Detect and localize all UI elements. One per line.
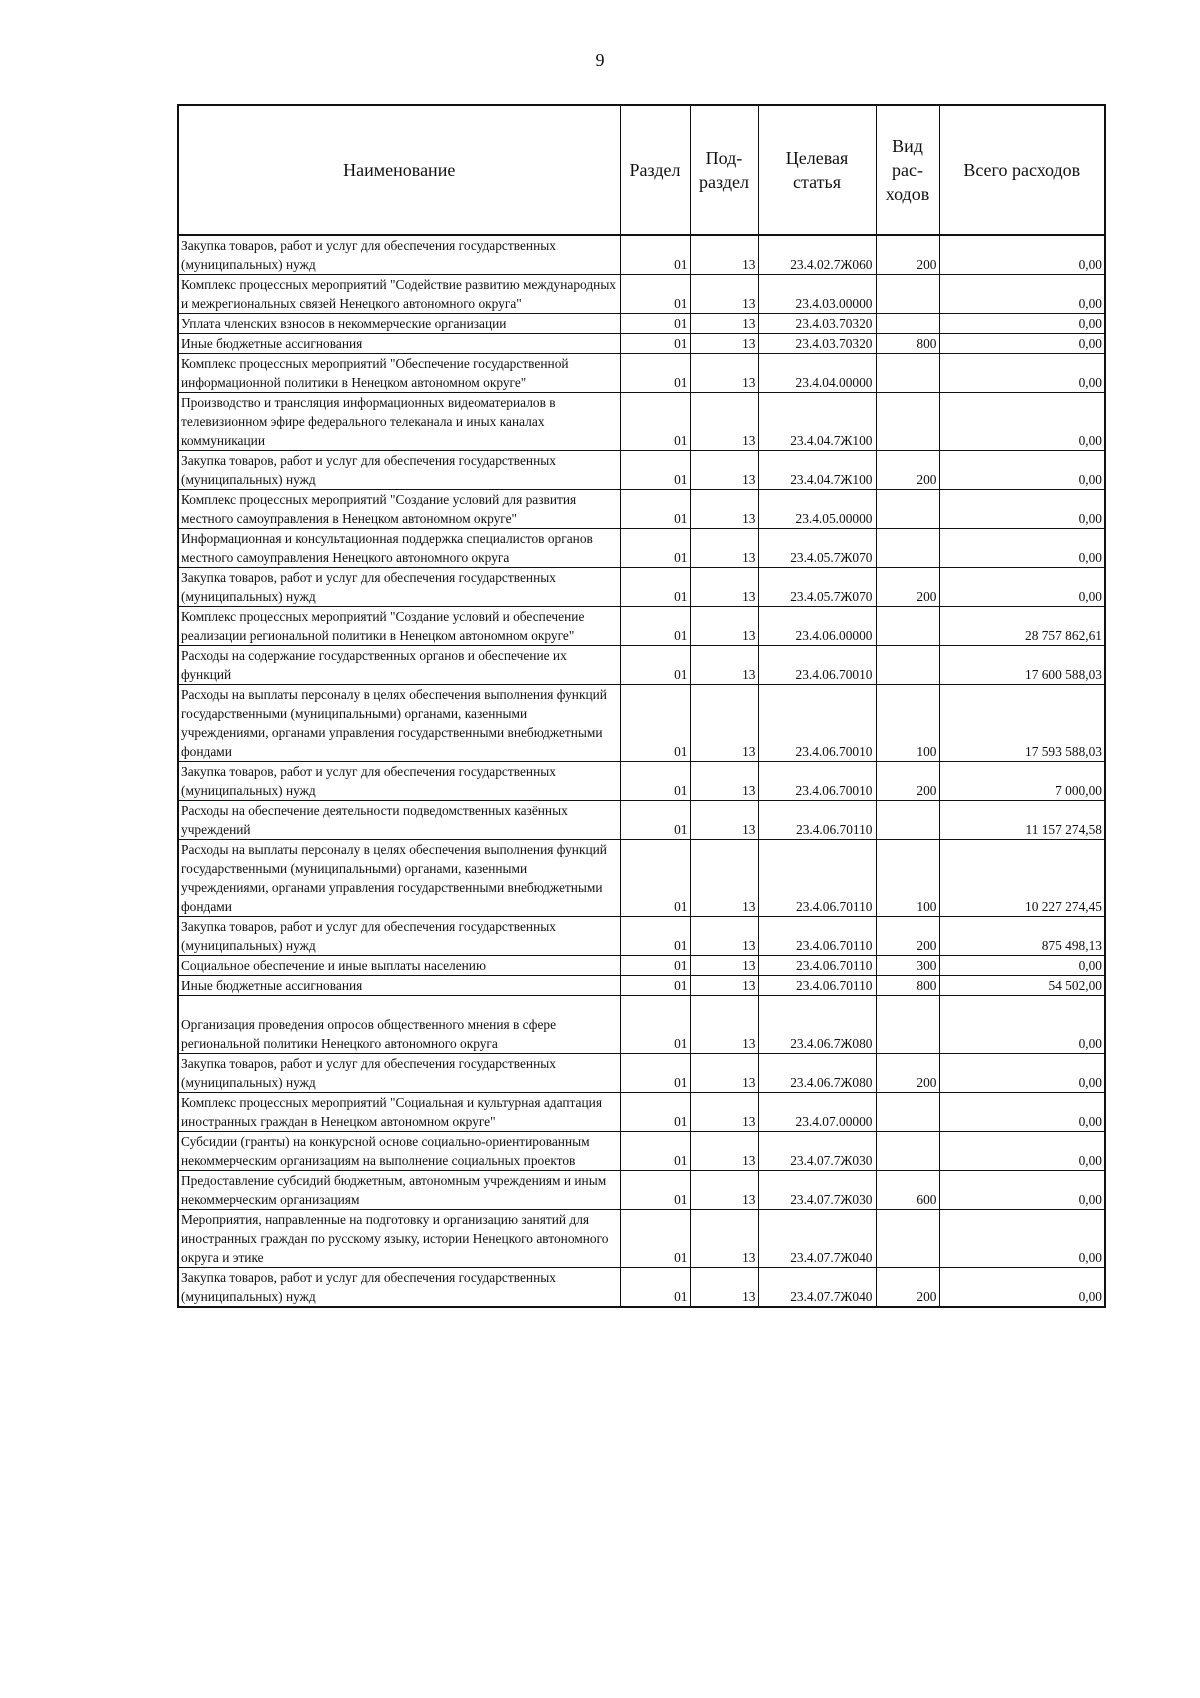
table-header-row [178, 105, 1105, 235]
cell-target-article: 23.4.06.70110 [758, 976, 876, 996]
header-name: Наименование [178, 105, 620, 235]
cell-section: 01 [620, 354, 690, 393]
cell-subsection: 13 [690, 1093, 758, 1132]
cell-section: 01 [620, 451, 690, 490]
cell-target-article: 23.4.06.00000 [758, 607, 876, 646]
cell-total: 10 227 274,45 [939, 840, 1105, 917]
cell-total: 0,00 [939, 1268, 1105, 1308]
cell-total: 54 502,00 [939, 976, 1105, 996]
header-section: Раздел [620, 105, 690, 235]
table-row [178, 1054, 1105, 1093]
table-row [178, 1171, 1105, 1210]
cell-expense-type: 600 [876, 1171, 939, 1210]
cell-expense-type [876, 314, 939, 334]
cell-section: 01 [620, 334, 690, 354]
cell-subsection: 13 [690, 490, 758, 529]
cell-name: Комплекс процессных мероприятий "Содействие развитию международных и межрегиональных связей Ненецкого автономного округа" [178, 275, 620, 314]
cell-name: Комплекс процессных мероприятий "Создание условий для развития местного самоуправления в Ненецком автономном округе" [178, 490, 620, 529]
cell-target-article: 23.4.06.70110 [758, 840, 876, 917]
cell-subsection: 13 [690, 646, 758, 685]
table-row [178, 840, 1105, 917]
cell-section: 01 [620, 607, 690, 646]
table-row [178, 996, 1105, 1054]
cell-total: 0,00 [939, 529, 1105, 568]
cell-subsection: 13 [690, 685, 758, 762]
table-row [178, 529, 1105, 568]
cell-target-article: 23.4.04.7Ж100 [758, 393, 876, 451]
cell-section: 01 [620, 275, 690, 314]
cell-total: 0,00 [939, 275, 1105, 314]
cell-target-article: 23.4.05.00000 [758, 490, 876, 529]
cell-expense-type [876, 529, 939, 568]
cell-name: Закупка товаров, работ и услуг для обеспечения государственных (муниципальных) нужд [178, 1054, 620, 1093]
page-number: 9 [595, 50, 605, 70]
cell-name: Закупка товаров, работ и услуг для обеспечения государственных (муниципальных) нужд [178, 917, 620, 956]
table-row [178, 646, 1105, 685]
table-row [178, 1210, 1105, 1268]
cell-target-article: 23.4.06.7Ж080 [758, 996, 876, 1054]
cell-total: 0,00 [939, 956, 1105, 976]
cell-section: 01 [620, 1171, 690, 1210]
cell-expense-type: 200 [876, 451, 939, 490]
cell-total: 0,00 [939, 1132, 1105, 1171]
table-row [178, 314, 1105, 334]
cell-target-article: 23.4.06.70010 [758, 685, 876, 762]
cell-name: Производство и трансляция информационных видеоматериалов в телевизионном эфире федерального телеканала и иных каналах коммуникации [178, 393, 620, 451]
table-body [178, 235, 1105, 1307]
cell-total: 0,00 [939, 490, 1105, 529]
cell-expense-type: 200 [876, 917, 939, 956]
cell-target-article: 23.4.03.70320 [758, 334, 876, 354]
cell-expense-type [876, 1132, 939, 1171]
cell-expense-type [876, 646, 939, 685]
table-row [178, 976, 1105, 996]
cell-total: 0,00 [939, 1210, 1105, 1268]
cell-total: 0,00 [939, 568, 1105, 607]
table-row [178, 451, 1105, 490]
cell-subsection: 13 [690, 235, 758, 275]
cell-expense-type: 200 [876, 1054, 939, 1093]
cell-section: 01 [620, 393, 690, 451]
cell-expense-type [876, 490, 939, 529]
table-row [178, 334, 1105, 354]
cell-name: Комплекс процессных мероприятий "Обеспечение государственной информационной политики в Ненецком автономном округе" [178, 354, 620, 393]
table-row [178, 1268, 1105, 1308]
cell-total: 0,00 [939, 1054, 1105, 1093]
cell-section: 01 [620, 1210, 690, 1268]
cell-subsection: 13 [690, 314, 758, 334]
cell-target-article: 23.4.02.7Ж060 [758, 235, 876, 275]
cell-name: Расходы на выплаты персоналу в целях обеспечения выполнения функций государственными (муниципальными) органами, казенными учреждениями, органами управления государственными внебюджетными фондами [178, 685, 620, 762]
cell-name: Комплекс процессных мероприятий "Социальная и культурная адаптация иностранных граждан в Ненецком автономном округе" [178, 1093, 620, 1132]
cell-total: 0,00 [939, 235, 1105, 275]
table-row [178, 568, 1105, 607]
cell-subsection: 13 [690, 334, 758, 354]
cell-expense-type [876, 996, 939, 1054]
table-row [178, 1132, 1105, 1171]
cell-section: 01 [620, 801, 690, 840]
cell-section: 01 [620, 1268, 690, 1308]
cell-total: 0,00 [939, 314, 1105, 334]
cell-subsection: 13 [690, 275, 758, 314]
cell-section: 01 [620, 529, 690, 568]
cell-target-article: 23.4.03.00000 [758, 275, 876, 314]
table-row [178, 490, 1105, 529]
cell-total: 0,00 [939, 996, 1105, 1054]
table-row [178, 917, 1105, 956]
cell-subsection: 13 [690, 762, 758, 801]
cell-name: Закупка товаров, работ и услуг для обеспечения государственных (муниципальных) нужд [178, 762, 620, 801]
cell-name: Закупка товаров, работ и услуг для обеспечения государственных (муниципальных) нужд [178, 235, 620, 275]
cell-target-article: 23.4.07.00000 [758, 1093, 876, 1132]
budget-table [177, 104, 1106, 1308]
cell-subsection: 13 [690, 917, 758, 956]
cell-expense-type: 200 [876, 568, 939, 607]
cell-total: 875 498,13 [939, 917, 1105, 956]
cell-name: Субсидии (гранты) на конкурсной основе социально-ориентированным некоммерческим организациям на выполнение социальных проектов [178, 1132, 620, 1171]
cell-expense-type [876, 801, 939, 840]
cell-subsection: 13 [690, 1054, 758, 1093]
cell-target-article: 23.4.06.70010 [758, 646, 876, 685]
cell-expense-type [876, 354, 939, 393]
cell-total: 28 757 862,61 [939, 607, 1105, 646]
cell-target-article: 23.4.06.7Ж080 [758, 1054, 876, 1093]
cell-expense-type: 200 [876, 762, 939, 801]
cell-section: 01 [620, 956, 690, 976]
cell-subsection: 13 [690, 451, 758, 490]
cell-name: Закупка товаров, работ и услуг для обеспечения государственных (муниципальных) нужд [178, 568, 620, 607]
cell-total: 0,00 [939, 334, 1105, 354]
cell-expense-type [876, 1093, 939, 1132]
cell-expense-type: 200 [876, 1268, 939, 1308]
table-row [178, 607, 1105, 646]
cell-total: 0,00 [939, 1093, 1105, 1132]
cell-name: Комплекс процессных мероприятий "Создание условий и обеспечение реализации региональной политики в Ненецком автономном округе" [178, 607, 620, 646]
table-row [178, 1093, 1105, 1132]
cell-name: Расходы на обеспечение деятельности подведомственных казённых учреждений [178, 801, 620, 840]
cell-section: 01 [620, 917, 690, 956]
cell-total: 0,00 [939, 451, 1105, 490]
cell-target-article: 23.4.04.7Ж100 [758, 451, 876, 490]
cell-section: 01 [620, 235, 690, 275]
table-row [178, 685, 1105, 762]
cell-section: 01 [620, 762, 690, 801]
cell-expense-type: 100 [876, 685, 939, 762]
cell-total: 11 157 274,58 [939, 801, 1105, 840]
cell-expense-type: 800 [876, 976, 939, 996]
cell-subsection: 13 [690, 1210, 758, 1268]
cell-target-article: 23.4.07.7Ж030 [758, 1171, 876, 1210]
table-row [178, 354, 1105, 393]
cell-subsection: 13 [690, 1132, 758, 1171]
cell-name: Иные бюджетные ассигнования [178, 976, 620, 996]
cell-section: 01 [620, 976, 690, 996]
cell-expense-type [876, 275, 939, 314]
cell-subsection: 13 [690, 840, 758, 917]
cell-section: 01 [620, 840, 690, 917]
cell-target-article: 23.4.07.7Ж040 [758, 1268, 876, 1308]
cell-section: 01 [620, 1054, 690, 1093]
cell-total: 0,00 [939, 354, 1105, 393]
cell-subsection: 13 [690, 529, 758, 568]
cell-subsection: 13 [690, 568, 758, 607]
header-expense-type: Вид рас- ходов [876, 105, 939, 235]
cell-name: Уплата членских взносов в некоммерческие организации [178, 314, 620, 334]
cell-name: Информационная и консультационная поддержка специалистов органов местного самоуправления Ненецкого автономного округа [178, 529, 620, 568]
cell-expense-type [876, 607, 939, 646]
cell-subsection: 13 [690, 607, 758, 646]
cell-name: Расходы на содержание государственных органов и обеспечение их функций [178, 646, 620, 685]
cell-section: 01 [620, 1132, 690, 1171]
header-target-article: Целевая статья [758, 105, 876, 235]
cell-name: Предоставление субсидий бюджетным, автономным учреждениям и иным некоммерческим организациям [178, 1171, 620, 1210]
cell-target-article: 23.4.03.70320 [758, 314, 876, 334]
table-row [178, 762, 1105, 801]
cell-name: Закупка товаров, работ и услуг для обеспечения государственных (муниципальных) нужд [178, 451, 620, 490]
cell-subsection: 13 [690, 393, 758, 451]
cell-expense-type: 300 [876, 956, 939, 976]
cell-name: Организация проведения опросов общественного мнения в сфере региональной политики Ненецкого автономного округа [178, 996, 620, 1054]
cell-target-article: 23.4.06.70110 [758, 801, 876, 840]
cell-name: Закупка товаров, работ и услуг для обеспечения государственных (муниципальных) нужд [178, 1268, 620, 1308]
cell-section: 01 [620, 685, 690, 762]
cell-subsection: 13 [690, 1268, 758, 1308]
cell-name: Иные бюджетные ассигнования [178, 334, 620, 354]
cell-name: Социальное обеспечение и иные выплаты населению [178, 956, 620, 976]
cell-target-article: 23.4.06.70010 [758, 762, 876, 801]
cell-name: Мероприятия, направленные на подготовку и организацию занятий для иностранных граждан по русскому языку, истории Ненецкого автономного округа и этике [178, 1210, 620, 1268]
cell-target-article: 23.4.07.7Ж040 [758, 1210, 876, 1268]
cell-section: 01 [620, 568, 690, 607]
cell-subsection: 13 [690, 1171, 758, 1210]
cell-total: 17 593 588,03 [939, 685, 1105, 762]
cell-subsection: 13 [690, 996, 758, 1054]
cell-target-article: 23.4.05.7Ж070 [758, 568, 876, 607]
cell-total: 0,00 [939, 393, 1105, 451]
cell-section: 01 [620, 314, 690, 334]
cell-total: 7 000,00 [939, 762, 1105, 801]
cell-target-article: 23.4.04.00000 [758, 354, 876, 393]
cell-section: 01 [620, 1093, 690, 1132]
cell-target-article: 23.4.06.70110 [758, 956, 876, 976]
cell-subsection: 13 [690, 354, 758, 393]
cell-expense-type [876, 1210, 939, 1268]
cell-section: 01 [620, 646, 690, 685]
table-row [178, 275, 1105, 314]
header-total: Всего расходов [939, 105, 1105, 235]
cell-expense-type [876, 393, 939, 451]
cell-name: Расходы на выплаты персоналу в целях обеспечения выполнения функций государственными (муниципальными) органами, казенными учреждениями, органами управления государственными внебюджетными фондами [178, 840, 620, 917]
cell-subsection: 13 [690, 976, 758, 996]
table-row [178, 956, 1105, 976]
cell-expense-type: 200 [876, 235, 939, 275]
cell-subsection: 13 [690, 801, 758, 840]
cell-total: 0,00 [939, 1171, 1105, 1210]
cell-target-article: 23.4.05.7Ж070 [758, 529, 876, 568]
cell-expense-type: 100 [876, 840, 939, 917]
cell-section: 01 [620, 490, 690, 529]
table-row [178, 393, 1105, 451]
header-subsection: Под- раздел [690, 105, 758, 235]
table-row [178, 801, 1105, 840]
table-row [178, 235, 1105, 275]
cell-subsection: 13 [690, 956, 758, 976]
cell-target-article: 23.4.06.70110 [758, 917, 876, 956]
cell-total: 17 600 588,03 [939, 646, 1105, 685]
cell-target-article: 23.4.07.7Ж030 [758, 1132, 876, 1171]
cell-section: 01 [620, 996, 690, 1054]
cell-expense-type: 800 [876, 334, 939, 354]
